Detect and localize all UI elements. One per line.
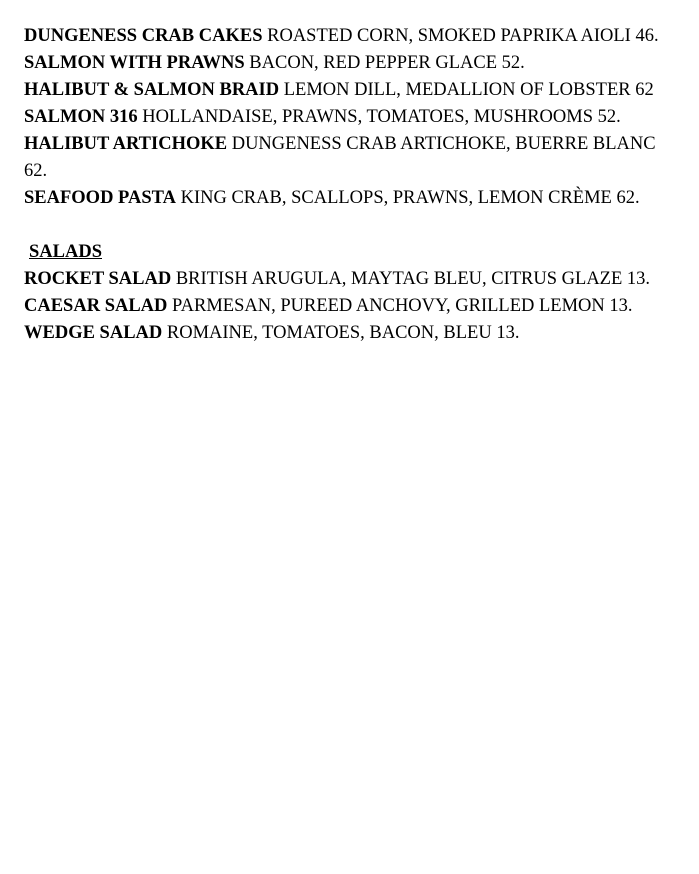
menu-item-salmon-with-prawns: [24, 50, 672, 77]
menu-item-description: KING CRAB, SCALLOPS, PRAWNS, LEMON CRÈME 62.: [180, 188, 640, 208]
menu-item-name: HALIBUT ARTICHOKE: [24, 134, 228, 154]
salads-title: SALADS: [29, 242, 102, 262]
menu-item-description: BACON, RED PEPPER GLACE 52.: [249, 53, 525, 73]
menu-item-description: ROMAINE, TOMATOES, BACON, BLEU 13.: [166, 323, 520, 343]
menu-item-description: PARMESAN, PUREED ANCHOVY, GRILLED LEMON 13.: [172, 296, 633, 316]
section-spacer: [24, 212, 672, 239]
menu-item-description: LEMON DILL, MEDALLION OF LOBSTER 62: [283, 80, 654, 100]
menu-item-name: SALMON WITH PRAWNS: [24, 53, 245, 73]
menu-page: [24, 23, 672, 347]
section-heading: [24, 239, 672, 266]
menu-item-salmon-316: [24, 104, 672, 131]
menu-item-name: ROCKET SALAD: [24, 269, 172, 289]
menu-item-name: WEDGE SALAD: [24, 323, 163, 343]
menu-item-seafood-pasta: [24, 185, 672, 212]
menu-item-description: BRITISH ARUGULA, MAYTAG BLEU, CITRUS GLAZE 13.: [175, 269, 651, 289]
salads-section: [24, 239, 672, 347]
menu-item-name: DUNGENESS CRAB CAKES: [24, 26, 263, 46]
menu-item-halibut-artichoke: [24, 131, 672, 185]
menu-item-description: DUNGENESS CRAB ARTICHOKE, BUERRE BLANC 62.: [24, 134, 656, 181]
menu-item-description: HOLLANDAISE, PRAWNS, TOMATOES, MUSHROOMS 52.: [142, 107, 621, 127]
menu-item-halibut-salmon-braid: [24, 77, 672, 104]
menu-item-name: HALIBUT & SALMON BRAID: [24, 80, 280, 100]
menu-item-name: SALMON 316: [24, 107, 138, 127]
menu-item-dungeness-crab-cakes: [24, 23, 672, 50]
menu-item-name: CAESAR SALAD: [24, 296, 168, 316]
menu-item-caesar-salad: [24, 293, 672, 320]
menu-item-description: ROASTED CORN, SMOKED PAPRIKA AIOLI 46.: [267, 26, 659, 46]
menu-item-rocket-salad: [24, 266, 672, 293]
menu-item-name: SEAFOOD PASTA: [24, 188, 176, 208]
seafood-section: [24, 23, 672, 212]
menu-item-wedge-salad: [24, 320, 672, 347]
